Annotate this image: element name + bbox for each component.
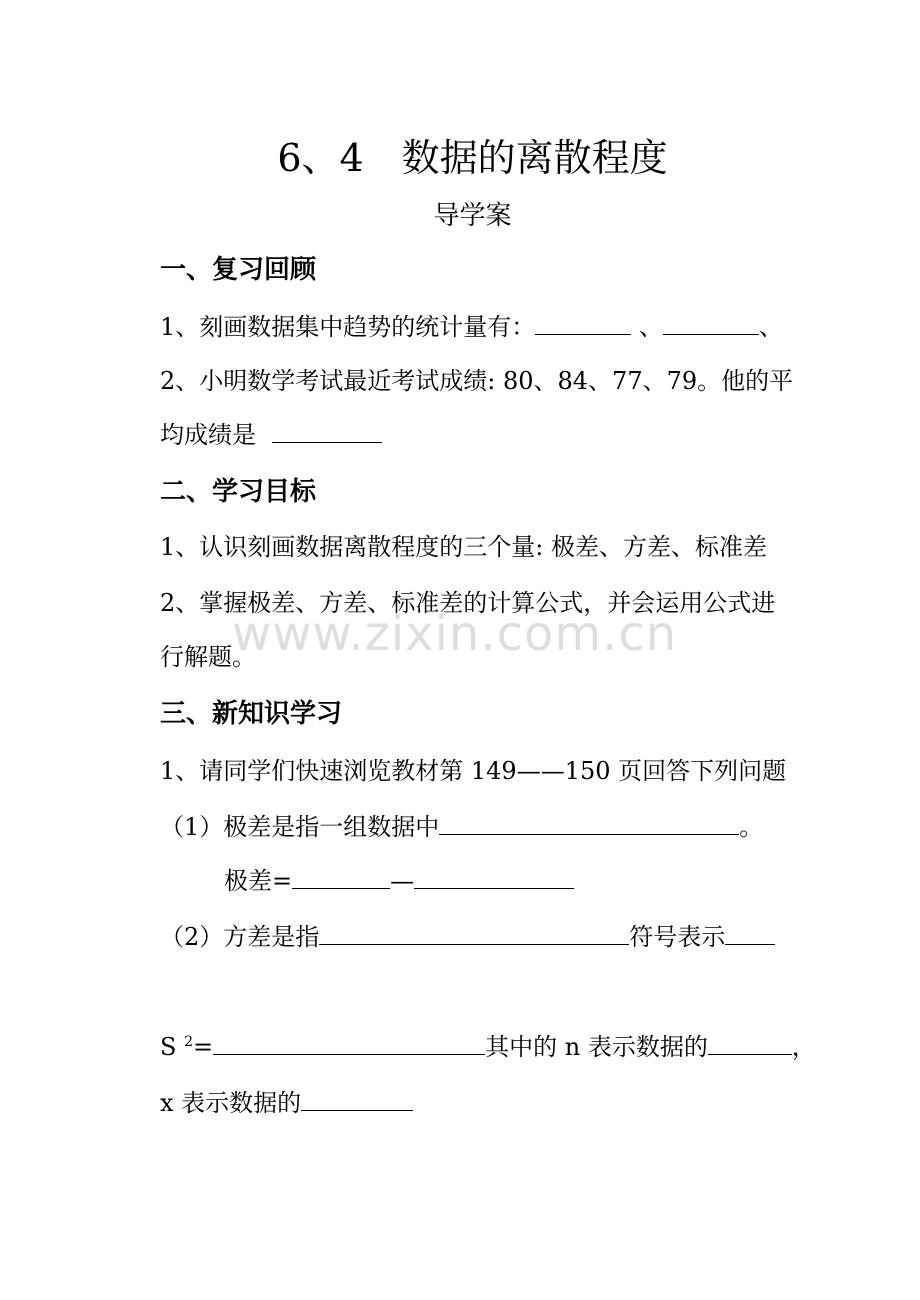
answer-blank bbox=[272, 420, 382, 443]
section-heading-goals: 二、学习目标 bbox=[160, 477, 317, 507]
comma: ， bbox=[791, 1033, 816, 1061]
range-formula bbox=[224, 866, 574, 896]
question-2-line-2 bbox=[160, 420, 382, 450]
question-variance bbox=[160, 922, 775, 952]
answer-blank bbox=[535, 312, 631, 335]
symbol-label: 符号表示 bbox=[629, 923, 726, 951]
answer-blank bbox=[213, 1032, 485, 1055]
answer-blank bbox=[439, 812, 739, 835]
period: 。 bbox=[739, 813, 764, 841]
question-range-text: （1）极差是指一组数据中 bbox=[160, 813, 440, 841]
question-1 bbox=[160, 312, 783, 342]
question-variance-text: （2）方差是指 bbox=[160, 923, 320, 951]
separator: 、 bbox=[638, 313, 663, 341]
answer-blank bbox=[663, 312, 759, 335]
page-subtitle: 导学案 bbox=[433, 201, 512, 231]
watermark: www.zixin.com.cn bbox=[232, 606, 678, 662]
question-1-text: 1、刻画数据集中趋势的统计量有： bbox=[160, 313, 536, 341]
answer-blank bbox=[319, 922, 629, 945]
minus-sign: — bbox=[390, 867, 415, 895]
answer-blank bbox=[292, 866, 390, 889]
goal-2-line-2: 行解题。 bbox=[160, 643, 256, 671]
variance-formula bbox=[160, 1032, 816, 1062]
goal-2-line-1: 2、掌握极差、方差、标准差的计算公式，并会运用公式进 bbox=[160, 589, 776, 617]
question-range bbox=[160, 812, 763, 842]
separator: 、 bbox=[758, 313, 783, 341]
intro-text: 1、请同学们快速浏览教材第 149——150 页回答下列问题 bbox=[160, 757, 787, 785]
s-superscript: 2 bbox=[184, 1034, 194, 1050]
question-2-line-1: 2、小明数学考试最近考试成绩: 80、84、77、79。他的平 bbox=[160, 367, 794, 395]
x-description bbox=[160, 1088, 413, 1118]
range-label: 极差= bbox=[224, 867, 293, 895]
answer-blank bbox=[725, 922, 775, 945]
answer-blank bbox=[414, 866, 574, 889]
equals-sign: = bbox=[193, 1033, 214, 1061]
section-heading-review: 一、复习回顾 bbox=[160, 255, 317, 285]
page-title: 6、4 数据的离散程度 bbox=[277, 136, 668, 180]
answer-blank bbox=[301, 1088, 413, 1111]
goal-1: 1、认识刻画数据离散程度的三个量: 极差、方差、标准差 bbox=[160, 533, 767, 561]
section-heading-new-knowledge: 三、新知识学习 bbox=[160, 699, 343, 729]
n-description: 其中的 n 表示数据的 bbox=[485, 1033, 708, 1061]
question-2-text: 均成绩是 bbox=[160, 421, 256, 449]
answer-blank bbox=[708, 1032, 792, 1055]
x-description-text: x 表示数据的 bbox=[160, 1089, 302, 1117]
s-label: S bbox=[160, 1033, 177, 1061]
